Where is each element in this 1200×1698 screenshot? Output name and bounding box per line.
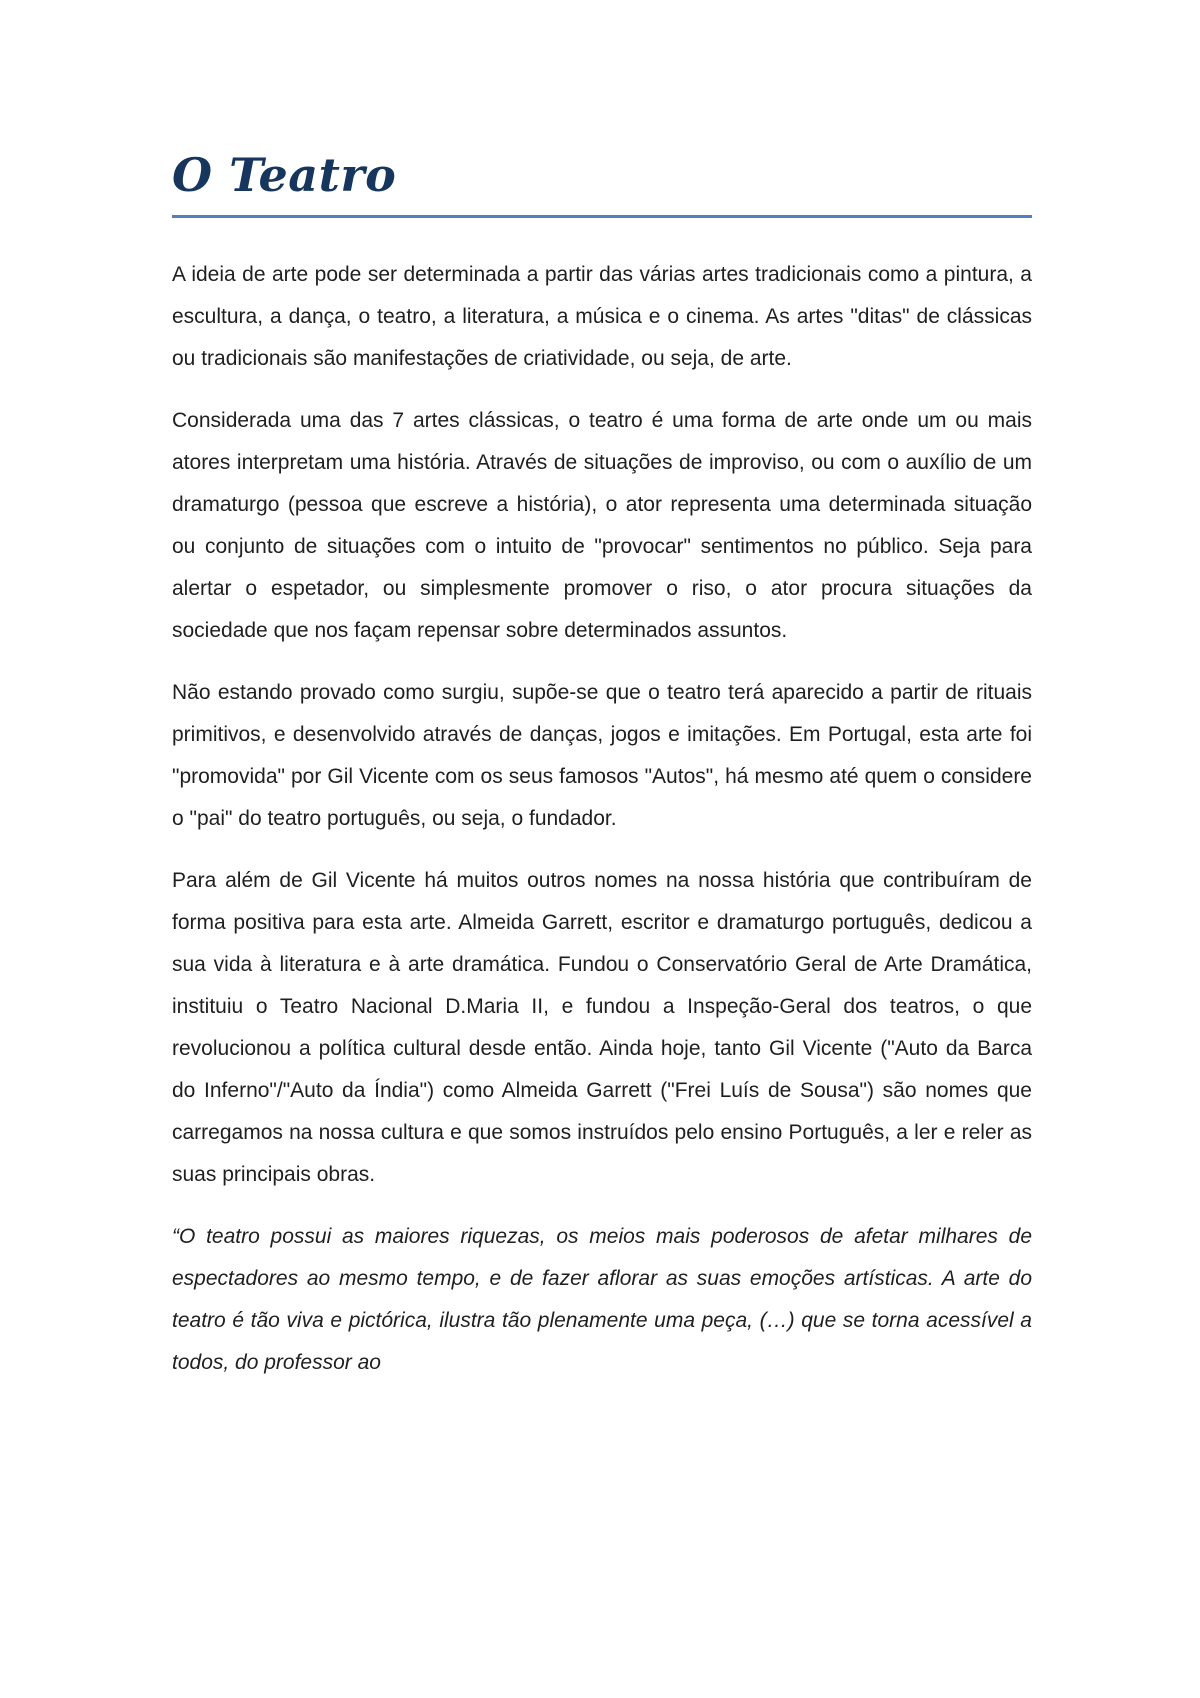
quote-paragraph: “O teatro possui as maiores riquezas, os meios mais poderosos de afetar milhares de espectadores ao mesmo tempo, e de fazer aflorar as suas emoções artísticas. A arte do teatro é tão viva e pictórica, ilustra tão plenamente uma peça, (…) que se torna acessível a todos, do professor ao <box>172 1225 1032 1374</box>
title-underline-rule <box>172 215 1032 218</box>
paragraph-almeida-garrett: Para além de Gil Vicente há muitos outros nomes na nossa história que contribuíram de forma positiva para esta arte. Almeida Garrett, escritor e dramaturgo português, dedicou a sua vida à literatura e à arte dramática. Fundou o Conservatório Geral de Arte Dramática, instituiu o Teatro Nacional D.Maria II, e fundou a Inspeção-Geral dos teatros, o que revolucionou a política cultural desde então. Ainda hoje, tanto Gil Vicente ("Auto da Barca do Inferno"/"Auto da Índia") como Almeida Garrett ("Frei Luís de Sousa") são nomes que carregamos na nossa cultura e que somos instruídos pelo ensino Português, a ler e reler as suas principais obras. <box>172 869 1032 1186</box>
document-page <box>172 145 1032 1404</box>
document-title: O Teatro <box>172 148 397 202</box>
paragraph-origins: Não estando provado como surgiu, supõe-se que o teatro terá aparecido a partir de rituais primitivos, e desenvolvido através de danças, jogos e imitações. Em Portugal, esta arte foi "promovida" por Gil Vicente com os seus famosos "Autos", há mesmo até quem o considere o "pai" do teatro português, ou seja, o fundador. <box>172 681 1032 830</box>
paragraph-intro: A ideia de arte pode ser determinada a partir das várias artes tradicionais como a pintura, a escultura, a dança, o teatro, a literatura, a música e o cinema. As artes "ditas" de clássicas ou tradicionais são manifestações de criatividade, ou seja, de arte. <box>172 263 1032 370</box>
paragraph-theatre-definition: Considerada uma das 7 artes clássicas, o teatro é uma forma de arte onde um ou mais atores interpretam uma história. Através de situações de improviso, ou com o auxílio de um dramaturgo (pessoa que escreve a história), o ator representa uma determinada situação ou conjunto de situações com o intuito de "provocar" sentimentos no público. Seja para alertar o espetador, ou simplesmente promover o riso, o ator procura situações da sociedade que nos façam repensar sobre determinados assuntos. <box>172 409 1032 642</box>
